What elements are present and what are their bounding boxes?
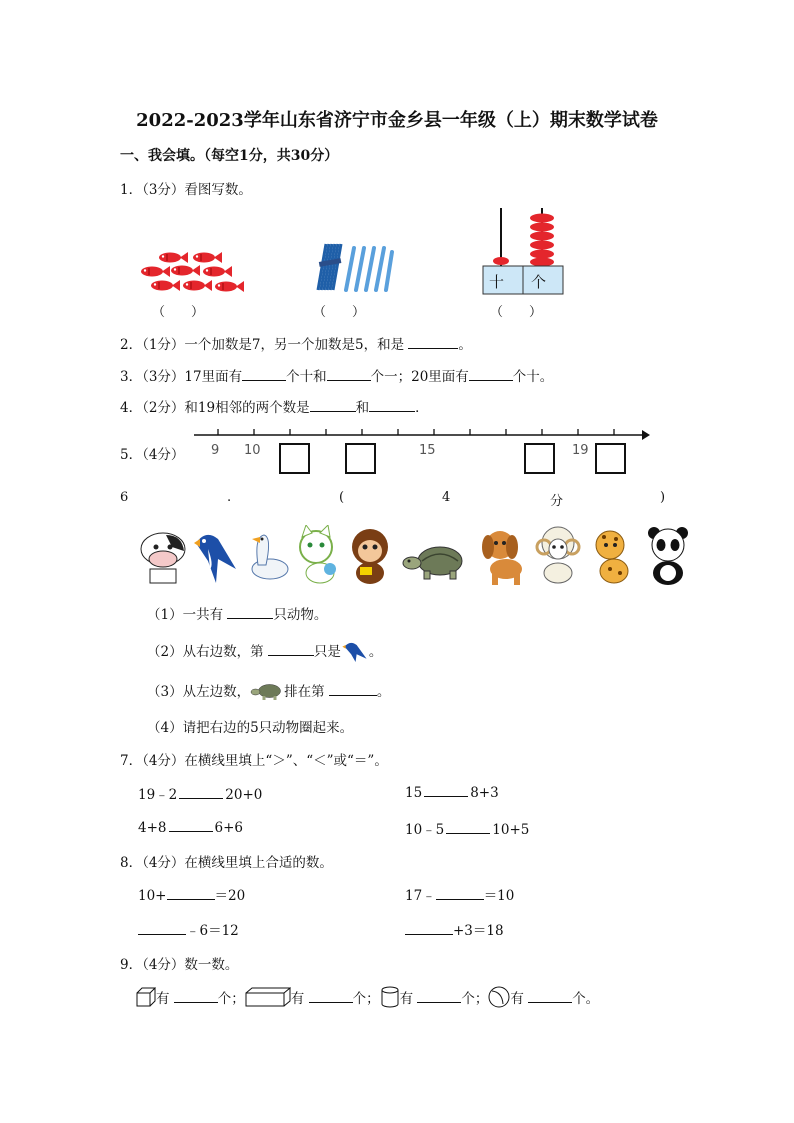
answer-blank[interactable] (179, 785, 223, 799)
leopard-icon (588, 525, 638, 587)
answer-blank[interactable] (417, 989, 461, 1003)
q8-item (138, 919, 239, 939)
question-7: 7．（4分）在横线里填上“＞”、“＜”或“＝”。 (120, 753, 388, 769)
answer-blank[interactable] (309, 989, 353, 1003)
q6-sub-4: （4）请把右边的5只动物圈起来。 (147, 720, 354, 736)
q2-text: 2．（1分）一个加数是7，另一个加数是5，和是 (120, 337, 405, 353)
q9-text: 个； (217, 991, 245, 1007)
q7-item (405, 818, 529, 838)
tick-label: 19 (572, 443, 589, 458)
q6-char: ) (660, 490, 666, 505)
q3-text: 个一；20里面有 (370, 369, 469, 385)
q9-text: 个； (352, 991, 380, 1007)
q7-text: 20+0 (225, 787, 263, 803)
q9-text: 有 (290, 991, 305, 1007)
q6-char: . (227, 490, 232, 505)
answer-blank[interactable] (528, 989, 572, 1003)
question-5: 5．（4分） (120, 447, 185, 463)
q2-end: 。 (458, 337, 472, 353)
answer-blank[interactable] (242, 367, 286, 381)
q6-char: 4 (442, 490, 451, 505)
q8-item (138, 884, 245, 904)
q3-text: 3．（3分）17里面有 (120, 369, 243, 385)
answer-blank[interactable] (227, 605, 273, 619)
answer-blank[interactable] (405, 921, 453, 935)
bird-icon (341, 640, 369, 662)
q6-text: 只是 (313, 644, 341, 660)
q6-char: ( (339, 490, 345, 505)
tick-label: 15 (419, 443, 436, 458)
q7-item (138, 818, 243, 836)
answer-blank[interactable] (138, 921, 186, 935)
q6-text: （2）从右边数，第 (147, 644, 264, 660)
question-3 (120, 365, 553, 385)
q8-item (405, 884, 514, 904)
q4-text: 4．（2分）和19相邻的两个数是 (120, 400, 310, 416)
cat-icon (294, 525, 344, 587)
ones-label: 个 (531, 273, 547, 291)
answer-box[interactable] (279, 443, 310, 474)
question-2 (120, 333, 472, 353)
q6-char: 分 (550, 494, 564, 509)
q6-text: （1）一共有 (147, 607, 224, 623)
tick-label: 10 (244, 443, 261, 458)
answer-blank[interactable] (310, 398, 356, 412)
q7-text: 10﹣5 (405, 822, 445, 838)
q6-char: 6 (120, 490, 129, 505)
q7-text: 4+8 (138, 820, 167, 836)
answer-blank[interactable] (408, 335, 458, 349)
q7-item (405, 783, 499, 801)
cylinder-icon (380, 986, 400, 1008)
q3-text: 个十。 (512, 369, 554, 385)
q8-text: ＝10 (483, 888, 515, 904)
q6-text: 。 (376, 684, 391, 700)
q9-text: 个； (461, 991, 489, 1007)
q6-text: （3）从左边数， (147, 684, 251, 700)
q6-sub-3 (147, 680, 390, 701)
q6-text: 排在第 (284, 684, 325, 700)
q9-row (136, 986, 599, 1008)
sticks-picture (310, 240, 394, 298)
answer-blank[interactable] (329, 682, 377, 696)
bird-icon (190, 525, 240, 587)
page-title: 2022-2023学年山东省济宁市金乡县一年级（上）期末数学试卷 (136, 110, 658, 131)
q6-sub-1 (147, 603, 327, 623)
answer-blank[interactable] (268, 642, 314, 656)
fish-picture (136, 246, 248, 298)
q8-text: ﹣6＝12 (186, 923, 239, 939)
sheep-icon (534, 525, 584, 587)
answer-blank[interactable] (174, 989, 218, 1003)
q7-text: 15 (405, 785, 423, 801)
answer-blank[interactable] (424, 783, 468, 797)
section-heading: 一、我会填。（每空1分，共30分） (120, 148, 339, 164)
turtle-icon (250, 681, 284, 701)
q7-text: 8+3 (470, 785, 499, 801)
q4-text: 和 (355, 400, 370, 416)
answer-blank[interactable] (167, 886, 215, 900)
q8-text: ＝20 (214, 888, 246, 904)
tens-label: 十 (489, 273, 505, 291)
answer-blank[interactable] (327, 367, 371, 381)
q8-text: 10+ (138, 888, 167, 904)
q6-sub-2 (147, 640, 382, 662)
q8-text: 17﹣ (405, 888, 436, 904)
answer-blank[interactable] (369, 398, 415, 412)
q6-text: 。 (368, 644, 383, 660)
q7-text: 19﹣2 (138, 787, 178, 803)
question-9: 9．（4分）数一数。 (120, 957, 239, 973)
q7-text: 6+6 (214, 820, 243, 836)
q7-text: 10+5 (492, 822, 530, 838)
question-1: 1．（3分）看图写数。 (120, 182, 252, 198)
q9-text: 有 (399, 991, 414, 1007)
cow-icon (138, 525, 188, 587)
q7-item (138, 783, 262, 803)
q9-text: 有 (510, 991, 524, 1007)
question-8: 8．（4分）在横线里填上合适的数。 (120, 855, 333, 871)
turtle-icon (402, 525, 468, 587)
cuboid-icon (245, 987, 291, 1007)
q4-text: ． (415, 400, 429, 416)
q8-text: +3＝18 (453, 923, 504, 939)
answer-paren: （ ） (152, 305, 205, 320)
q6-text: 只动物。 (273, 607, 328, 623)
q9-text: 个。 (572, 991, 600, 1007)
answer-blank[interactable] (169, 818, 213, 832)
q8-item (405, 919, 504, 939)
answer-paren: （ ） (490, 305, 543, 320)
answer-paren: （ ） (313, 305, 366, 320)
answer-blank[interactable] (469, 367, 513, 381)
sphere-icon (488, 986, 510, 1008)
monkey-icon (346, 525, 396, 587)
goose-icon (244, 525, 294, 587)
q3-text: 个十和 (286, 369, 327, 385)
cube-icon (136, 987, 156, 1007)
answer-box[interactable] (345, 443, 376, 474)
answer-blank[interactable] (436, 886, 484, 900)
answer-box[interactable] (595, 443, 626, 474)
q9-text: 有 (156, 991, 170, 1007)
panda-icon (644, 525, 694, 587)
tick-label: 9 (211, 443, 220, 458)
answer-blank[interactable] (446, 820, 490, 834)
answer-box[interactable] (524, 443, 555, 474)
dog-icon (478, 525, 528, 587)
question-4 (120, 396, 429, 416)
